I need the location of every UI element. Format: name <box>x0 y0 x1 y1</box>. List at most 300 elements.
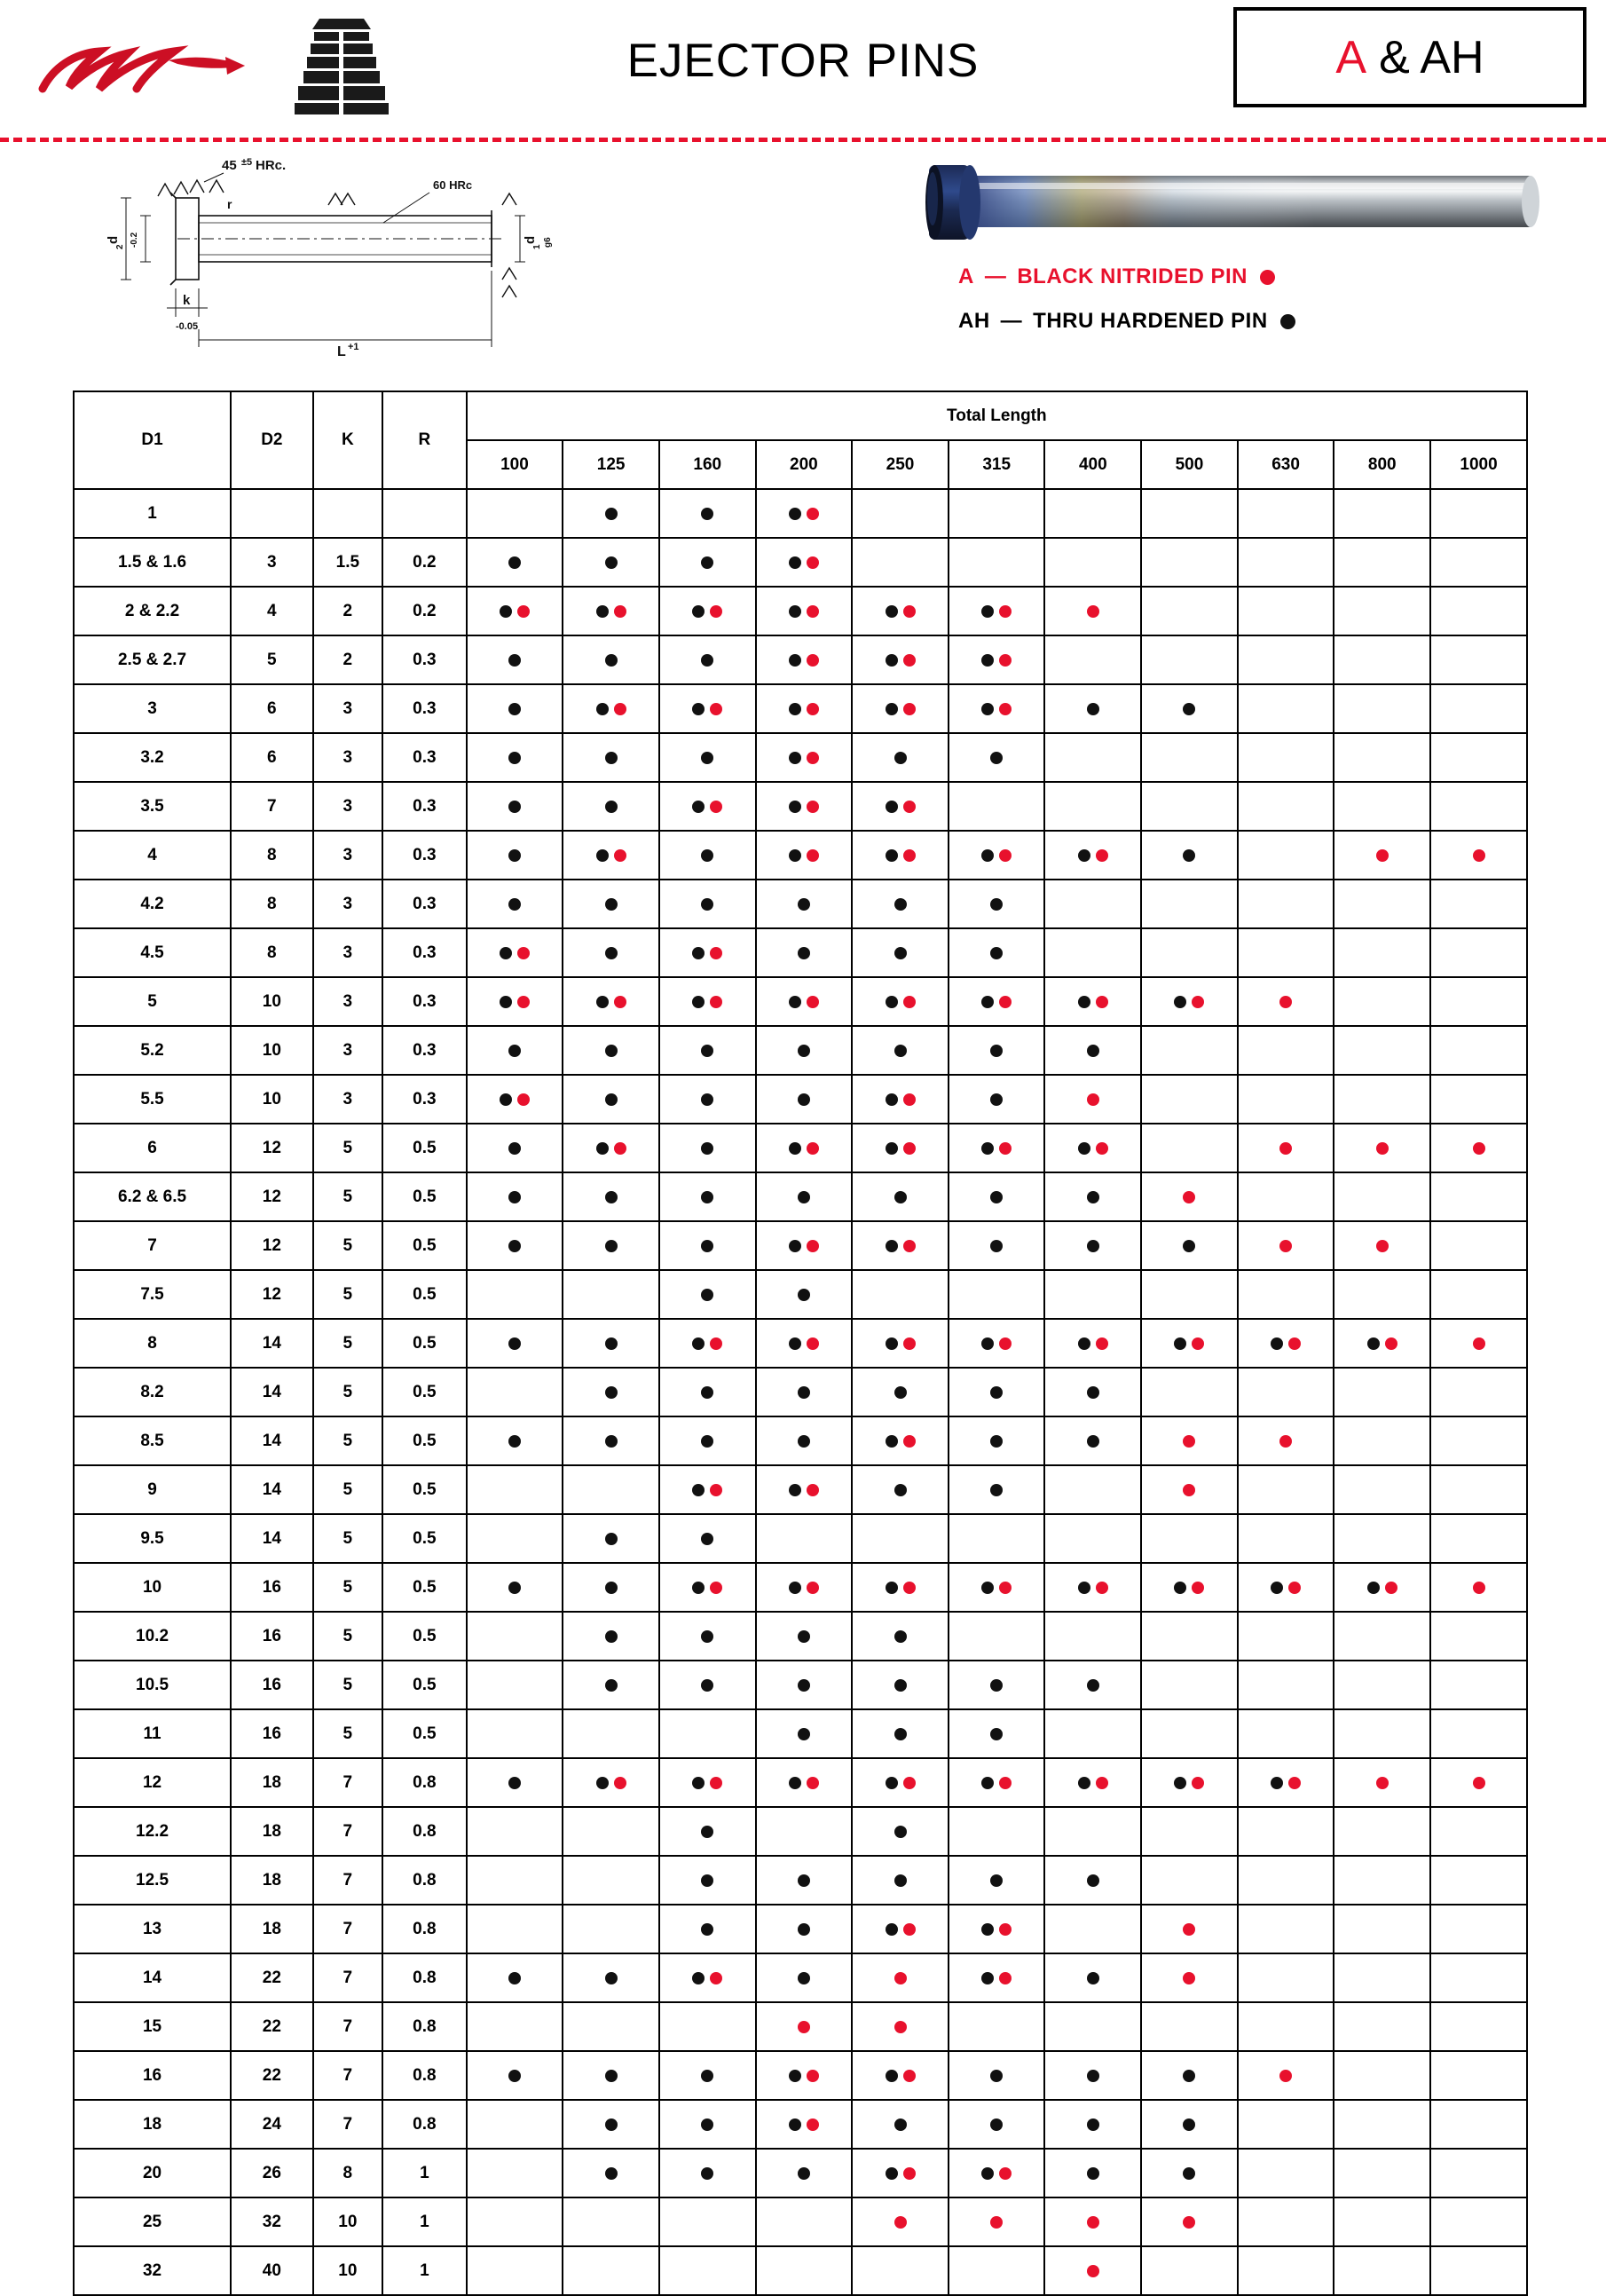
dot-group <box>757 1564 852 1611</box>
black-dot-icon <box>508 654 521 667</box>
cell-availability <box>563 880 659 928</box>
cell-availability <box>659 928 756 977</box>
black-dot-icon <box>508 1777 521 1789</box>
svg-text:1: 1 <box>532 244 542 249</box>
red-dot-icon <box>903 1240 916 1252</box>
cell-r: 0.5 <box>382 1465 467 1514</box>
dot-group <box>757 2150 852 2197</box>
dot-group <box>853 1710 948 1757</box>
cell-availability <box>949 2246 1045 2295</box>
cell-r: 0.8 <box>382 1905 467 1953</box>
black-dot-icon <box>798 1289 810 1301</box>
legend-dash-a: — <box>984 264 1007 288</box>
red-dot-icon <box>517 947 530 959</box>
cell-availability <box>756 1661 853 1709</box>
legend-item-ah <box>958 309 1579 334</box>
red-dot-icon <box>903 1142 916 1155</box>
cell-availability <box>756 1807 853 1856</box>
red-dot-icon <box>903 1923 916 1936</box>
dot-group <box>468 1320 563 1367</box>
cell-availability <box>852 1319 949 1368</box>
cell-r: 0.2 <box>382 587 467 635</box>
cell-availability <box>756 1368 853 1416</box>
black-dot-icon <box>798 1093 810 1106</box>
cell-availability <box>467 2100 563 2149</box>
dot-group <box>853 832 948 879</box>
black-dot-icon <box>886 849 898 862</box>
cell-availability <box>1334 2002 1430 2051</box>
cell-availability <box>852 1612 949 1661</box>
cell-availability <box>1334 880 1430 928</box>
dot-group <box>1431 1124 1526 1172</box>
black-dot-icon <box>605 1435 618 1448</box>
red-dot-icon <box>710 605 722 618</box>
svg-text:±5: ±5 <box>241 157 253 168</box>
cell-availability <box>949 1905 1045 1953</box>
red-dot-icon <box>1279 996 1292 1008</box>
cell-availability <box>1044 1661 1141 1709</box>
black-dot-icon <box>508 1435 521 1448</box>
cell-availability <box>1430 1075 1527 1124</box>
cell-availability <box>1044 1514 1141 1563</box>
cell-availability <box>949 1270 1045 1319</box>
cell-k: 2 <box>313 635 382 684</box>
cell-d1: 2.5 & 2.7 <box>74 635 231 684</box>
col-header-r: R <box>382 391 467 489</box>
cell-k: 5 <box>313 1465 382 1514</box>
black-dot-icon <box>798 1923 810 1936</box>
cell-d2: 16 <box>231 1563 313 1612</box>
red-dot-icon <box>990 2216 1003 2229</box>
cell-k: 10 <box>313 2197 382 2246</box>
table-row <box>74 1124 1527 1172</box>
cell-availability <box>949 1172 1045 1221</box>
cell-availability <box>563 1807 659 1856</box>
table-row <box>74 1709 1527 1758</box>
cell-availability <box>949 1807 1045 1856</box>
dot-group <box>757 1466 852 1513</box>
dot-group <box>1239 1320 1334 1367</box>
dot-group <box>949 1417 1044 1464</box>
cell-availability <box>563 928 659 977</box>
dot-group <box>757 1369 852 1416</box>
red-dot-icon <box>903 1582 916 1594</box>
cell-availability <box>659 977 756 1026</box>
red-dot-icon <box>1279 1435 1292 1448</box>
cell-availability <box>1141 635 1238 684</box>
dot-group <box>563 685 658 732</box>
dot-group <box>757 1857 852 1904</box>
cell-d1: 32 <box>74 2246 231 2295</box>
cell-availability <box>852 684 949 733</box>
cell-r: 0.3 <box>382 733 467 782</box>
cell-availability <box>1141 489 1238 538</box>
dot-group <box>1142 1222 1237 1269</box>
dot-group <box>1045 1954 1140 2001</box>
legend-code-a: A <box>958 264 974 288</box>
cell-availability <box>467 1270 563 1319</box>
cell-availability <box>467 1856 563 1905</box>
cell-d1: 10.5 <box>74 1661 231 1709</box>
cell-availability <box>467 1807 563 1856</box>
cell-availability <box>852 1807 949 1856</box>
black-dot-icon <box>789 1582 801 1594</box>
black-dot-icon <box>692 605 705 618</box>
cell-availability <box>949 1026 1045 1075</box>
ejector-pin-photo <box>918 160 1539 257</box>
cell-availability <box>1430 684 1527 733</box>
table-row <box>74 1905 1527 1953</box>
cell-availability <box>852 587 949 635</box>
cell-availability <box>852 1953 949 2002</box>
dot-group <box>949 1905 1044 1953</box>
cell-d1: 25 <box>74 2197 231 2246</box>
dot-group <box>949 1369 1044 1416</box>
dot-group <box>1045 1173 1140 1220</box>
dot-group <box>853 1905 948 1953</box>
cell-availability <box>1141 1612 1238 1661</box>
cell-availability <box>1334 1514 1430 1563</box>
dot-group <box>660 2052 755 2099</box>
cell-d2: 18 <box>231 1807 313 1856</box>
cell-availability <box>659 1416 756 1465</box>
dot-group <box>949 978 1044 1025</box>
cell-availability <box>659 1124 756 1172</box>
black-dot-icon <box>894 947 907 959</box>
black-dot-icon <box>1174 1337 1186 1350</box>
legend-code-ah: AH <box>958 309 990 333</box>
black-dot-icon <box>596 605 609 618</box>
red-dot-icon <box>807 508 819 520</box>
dot-group <box>1334 1124 1429 1172</box>
cell-r: 0.3 <box>382 782 467 831</box>
red-dot-icon <box>807 654 819 667</box>
cell-r: 0.5 <box>382 1172 467 1221</box>
black-dot-icon <box>596 1142 609 1155</box>
table-row <box>74 1221 1527 1270</box>
dot-group <box>468 1417 563 1464</box>
cell-availability <box>1141 1368 1238 1416</box>
black-dot-icon <box>789 605 801 618</box>
cell-availability <box>563 2197 659 2246</box>
dot-group <box>1045 1369 1140 1416</box>
dot-group <box>949 734 1044 781</box>
cell-availability <box>1238 1514 1334 1563</box>
dot-group <box>853 2150 948 2197</box>
cell-r: 0.8 <box>382 2002 467 2051</box>
cell-d1: 18 <box>74 2100 231 2149</box>
dot-group <box>757 1027 852 1074</box>
red-dot-icon <box>807 2070 819 2082</box>
red-dot-icon <box>1096 849 1108 862</box>
dot-group <box>757 1124 852 1172</box>
cell-availability <box>949 733 1045 782</box>
cell-availability <box>563 2100 659 2149</box>
cell-k: 2 <box>313 587 382 635</box>
cell-availability <box>563 733 659 782</box>
cell-availability <box>949 538 1045 587</box>
cell-availability <box>1044 928 1141 977</box>
dot-group <box>757 734 852 781</box>
cell-availability <box>949 1221 1045 1270</box>
cell-availability <box>659 1172 756 1221</box>
cell-availability <box>756 782 853 831</box>
cell-r: 0.8 <box>382 1856 467 1905</box>
red-dot-icon <box>903 605 916 618</box>
dot-group <box>660 1466 755 1513</box>
dot-group <box>660 1417 755 1464</box>
cell-availability <box>563 587 659 635</box>
red-dot-icon <box>517 605 530 618</box>
dot-group <box>563 832 658 879</box>
red-dot-icon <box>903 654 916 667</box>
cell-availability <box>852 1856 949 1905</box>
black-dot-icon <box>990 1191 1003 1203</box>
cell-availability <box>756 1026 853 1075</box>
cell-availability <box>1044 1953 1141 2002</box>
red-dot-icon <box>999 703 1012 715</box>
black-dot-icon <box>701 1240 713 1252</box>
cell-availability <box>949 2197 1045 2246</box>
cell-d2: 12 <box>231 1124 313 1172</box>
cell-availability <box>467 1709 563 1758</box>
black-dot-icon <box>798 1728 810 1740</box>
cell-availability <box>1238 1270 1334 1319</box>
dot-group <box>563 1661 658 1708</box>
red-dot-icon <box>903 1337 916 1350</box>
red-dot-icon <box>1096 1582 1108 1594</box>
cell-d2: 18 <box>231 1856 313 1905</box>
cell-d2: 16 <box>231 1709 313 1758</box>
cell-k: 3 <box>313 733 382 782</box>
cell-k: 10 <box>313 2246 382 2295</box>
cell-availability <box>1141 587 1238 635</box>
cell-availability <box>563 1368 659 1416</box>
dot-group <box>853 1857 948 1904</box>
cell-availability <box>1430 880 1527 928</box>
dot-group <box>1334 1320 1429 1367</box>
dot-group <box>563 1076 658 1123</box>
dot-group <box>563 2150 658 2197</box>
cell-availability <box>1141 1026 1238 1075</box>
cell-availability <box>949 684 1045 733</box>
dot-group <box>949 1320 1044 1367</box>
dot-group <box>853 880 948 927</box>
cell-availability <box>756 1709 853 1758</box>
table-row <box>74 1026 1527 1075</box>
cell-availability <box>1334 1807 1430 1856</box>
cell-availability <box>756 2149 853 2197</box>
dot-group <box>757 1954 852 2001</box>
black-dot-icon <box>1087 1972 1099 1984</box>
cell-availability <box>659 1807 756 1856</box>
cell-d2: 3 <box>231 538 313 587</box>
cell-d2: 16 <box>231 1612 313 1661</box>
cell-r: 0.8 <box>382 2051 467 2100</box>
cell-availability <box>1141 1416 1238 1465</box>
cell-availability <box>1238 1221 1334 1270</box>
black-dot-icon <box>789 703 801 715</box>
cell-r: 0.8 <box>382 1807 467 1856</box>
black-dot-icon <box>886 1923 898 1936</box>
black-dot-icon <box>990 752 1003 764</box>
black-dot-icon <box>605 1386 618 1399</box>
dot-group <box>1142 1954 1237 2001</box>
cell-availability <box>1334 831 1430 880</box>
svg-text:d: d <box>106 235 121 244</box>
cell-availability <box>659 1905 756 1953</box>
red-dot-icon <box>1279 1142 1292 1155</box>
cell-availability <box>659 2197 756 2246</box>
dot-group <box>468 685 563 732</box>
cell-availability <box>1044 2100 1141 2149</box>
cell-availability <box>949 880 1045 928</box>
svg-text:g6: g6 <box>543 237 553 248</box>
cell-availability <box>1044 2197 1141 2246</box>
cell-availability <box>467 635 563 684</box>
cell-availability <box>852 1465 949 1514</box>
red-dot-icon <box>1288 1582 1301 1594</box>
cell-availability <box>1430 1465 1527 1514</box>
black-dot-icon <box>886 2167 898 2180</box>
cell-availability <box>1044 1221 1141 1270</box>
spec-table <box>73 391 1528 2296</box>
dot-group <box>1045 588 1140 635</box>
dot-group <box>757 1417 852 1464</box>
cell-availability <box>563 1124 659 1172</box>
cell-k: 5 <box>313 1270 382 1319</box>
dot-group <box>1142 2198 1237 2245</box>
red-dot-icon <box>999 1923 1012 1936</box>
cell-d1: 8 <box>74 1319 231 1368</box>
table-row <box>74 1465 1527 1514</box>
black-dot-icon <box>605 1093 618 1106</box>
red-dot-icon <box>894 2021 907 2033</box>
cell-availability <box>1044 2246 1141 2295</box>
cell-r: 0.3 <box>382 977 467 1026</box>
table-row <box>74 1953 1527 2002</box>
table-row <box>74 1807 1527 1856</box>
cell-availability <box>756 1856 853 1905</box>
black-dot-icon <box>1087 2118 1099 2131</box>
black-dot-icon <box>500 996 512 1008</box>
cell-k: 7 <box>313 2002 382 2051</box>
cell-d1: 10.2 <box>74 1612 231 1661</box>
cell-d1: 3.5 <box>74 782 231 831</box>
cell-availability <box>1334 1416 1430 1465</box>
cell-availability <box>1430 635 1527 684</box>
cell-availability <box>659 782 756 831</box>
cell-availability <box>1430 1807 1527 1856</box>
cell-d1: 1.5 & 1.6 <box>74 538 231 587</box>
black-dot-icon <box>1271 1337 1283 1350</box>
col-header-length-160: 160 <box>659 440 756 489</box>
dot-group <box>1045 685 1140 732</box>
dot-group <box>853 978 948 1025</box>
col-header-length-630: 630 <box>1238 440 1334 489</box>
red-dot-icon <box>710 1972 722 1984</box>
cell-d2: 4 <box>231 587 313 635</box>
table-row <box>74 2051 1527 2100</box>
red-dot-icon <box>1473 1142 1485 1155</box>
red-dot-icon <box>1376 1777 1389 1789</box>
cell-availability <box>852 1075 949 1124</box>
black-dot-icon <box>1078 849 1090 862</box>
black-dot-icon <box>692 1337 705 1350</box>
cell-availability <box>467 977 563 1026</box>
cell-availability <box>1141 2100 1238 2149</box>
cell-availability <box>659 1758 756 1807</box>
cell-availability <box>659 1612 756 1661</box>
dot-group <box>660 539 755 586</box>
cell-availability <box>1044 1758 1141 1807</box>
cell-availability <box>1141 1465 1238 1514</box>
dot-group <box>1142 1466 1237 1513</box>
black-dot-icon <box>990 1386 1003 1399</box>
red-dot-icon <box>614 1777 626 1789</box>
black-dot-icon <box>605 801 618 813</box>
dot-group <box>757 832 852 879</box>
cell-k <box>313 489 382 538</box>
black-dot-icon <box>500 1093 512 1106</box>
dot-group <box>563 2101 658 2148</box>
dot-group <box>949 2150 1044 2197</box>
dot-group <box>660 1271 755 1318</box>
black-dot-icon <box>701 849 713 862</box>
black-dot-icon <box>990 947 1003 959</box>
dot-group <box>1142 1320 1237 1367</box>
table-row <box>74 1856 1527 1905</box>
red-dot-icon <box>1192 1582 1204 1594</box>
red-dot-icon <box>614 1142 626 1155</box>
black-dot-icon <box>789 1777 801 1789</box>
cell-availability <box>563 1514 659 1563</box>
dot-group <box>853 2101 948 2148</box>
cell-availability <box>756 733 853 782</box>
cell-availability <box>949 2002 1045 2051</box>
table-row <box>74 831 1527 880</box>
table-row <box>74 1172 1527 1221</box>
dot-group <box>757 929 852 976</box>
cell-r: 0.5 <box>382 1319 467 1368</box>
cell-availability <box>756 538 853 587</box>
cell-availability <box>1430 1758 1527 1807</box>
cell-availability <box>756 977 853 1026</box>
cell-availability <box>1430 977 1527 1026</box>
cell-d1: 7.5 <box>74 1270 231 1319</box>
cell-availability <box>1141 2051 1238 2100</box>
cell-availability <box>1044 977 1141 1026</box>
black-dot-icon <box>1087 1435 1099 1448</box>
cell-availability <box>852 1124 949 1172</box>
cell-availability <box>1044 1270 1141 1319</box>
table-row <box>74 1563 1527 1612</box>
dot-group <box>757 685 852 732</box>
black-dot-icon <box>605 2070 618 2082</box>
col-header-length-250: 250 <box>852 440 949 489</box>
dot-group <box>949 1466 1044 1513</box>
cell-availability <box>467 2051 563 2100</box>
dot-group <box>660 588 755 635</box>
black-dot-icon <box>798 898 810 911</box>
cell-d2: 10 <box>231 1075 313 1124</box>
cell-availability <box>852 880 949 928</box>
dot-group <box>1239 1124 1334 1172</box>
table-row <box>74 489 1527 538</box>
cell-availability <box>1238 782 1334 831</box>
dot-group <box>757 2101 852 2148</box>
red-dot-icon <box>710 1777 722 1789</box>
